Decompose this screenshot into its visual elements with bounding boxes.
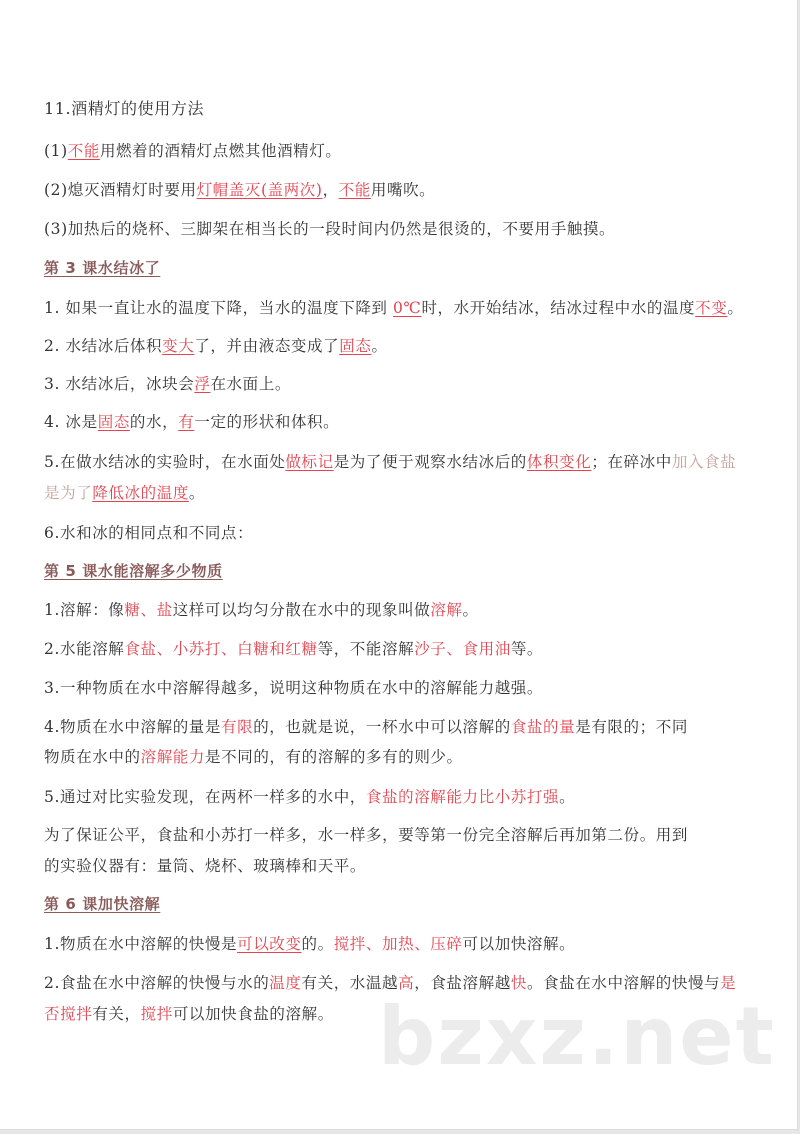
pale-span: 加入食盐	[671, 453, 737, 471]
paragraph	[44, 450, 736, 472]
paragraph	[44, 410, 339, 432]
paragraph	[44, 785, 575, 807]
highlight-span: 不变	[695, 299, 728, 317]
text-span: 。	[727, 299, 744, 317]
highlight-span: 否搅拌	[44, 1005, 93, 1023]
highlight-span: 食盐、小苏打、白糖和红糖	[124, 640, 318, 658]
highlight-span: 有	[178, 413, 195, 431]
text-span: 的。	[301, 935, 334, 953]
text-span: 。	[462, 601, 479, 619]
text-span: 。食盐在水中溶解的快慢与	[526, 974, 721, 992]
highlight-span: 温度	[269, 974, 302, 992]
highlight-span: 沙子、食用油	[414, 640, 511, 658]
lesson-heading: 第 6 课加快溶解	[44, 895, 161, 913]
paragraph	[44, 334, 388, 356]
text-span: 了，并由液态变成了	[194, 337, 340, 355]
text-span: 5.在做水结冰的实验时，在水面处	[44, 453, 286, 471]
text-span: 可以加快食盐的溶解。	[172, 1005, 334, 1023]
text-span: 是不同的，有的溶解的多有的则少。	[205, 748, 463, 766]
text-span: 等，不能溶解	[317, 640, 415, 658]
paragraph	[44, 715, 688, 737]
text-span: 为了保证公平，食盐和小苏打一样多，水一样多，要等第一份完全溶解后再加第二份。用到	[44, 826, 689, 844]
lesson-heading: 第 5 课水能溶解多少物质	[44, 562, 223, 580]
text-span: 可以加快溶解。	[462, 935, 576, 953]
text-span: 4.物质在水中溶解的量是	[44, 718, 221, 736]
highlight-span: 食盐的溶解能力比小苏打强	[365, 788, 560, 806]
highlight-span: 灯帽盖灭(盖两次)	[196, 181, 323, 199]
paragraph	[44, 598, 479, 620]
paragraph	[44, 178, 435, 200]
paragraph	[44, 372, 291, 394]
text-span: 2.食盐在水中溶解的快慢与水的	[44, 974, 270, 992]
text-span: 在水面上。	[210, 375, 291, 393]
highlight-span: 溶解	[430, 601, 463, 619]
text-span: 有关，水温越	[301, 974, 399, 992]
text-span: 6.水和冰的相同点和不同点：	[44, 524, 254, 542]
highlight-span: 糖、盐	[124, 601, 173, 619]
highlight-span: 快	[510, 974, 527, 992]
paragraph	[44, 745, 463, 767]
text-span: 3.一种物质在水中溶解得越多，说明这种物质在水中的溶解能力越强。	[44, 679, 543, 697]
text-span: 2. 水结冰后体积	[44, 337, 163, 355]
text-span: 4. 冰是	[44, 413, 98, 431]
paragraph	[44, 854, 366, 876]
text-span: 的实验仪器有：量筒、烧杯、玻璃棒和天平。	[44, 857, 367, 875]
paragraph	[44, 932, 575, 954]
text-span: ；在碎冰中	[591, 453, 672, 471]
text-span: (3)加热后的烧杯、三脚架在相当长的一段时间内仍然是很烫的，不要用手触摸。	[44, 220, 616, 238]
highlight-span: 浮	[194, 375, 211, 393]
highlight-span: 有限	[221, 718, 254, 736]
highlight-span: 固态	[97, 413, 130, 431]
highlight-span: 可以改变	[237, 935, 302, 953]
paragraph	[44, 637, 543, 659]
highlight-span: 做标记	[285, 453, 334, 471]
text-span: ，	[322, 181, 339, 199]
text-span: 的，也就是说，一杯水中可以溶解的	[253, 718, 511, 736]
highlight-span: 变大	[162, 337, 195, 355]
paragraph	[44, 521, 253, 543]
lesson-heading: 第 3 课水结冰了	[44, 259, 161, 277]
text-span: 1.物质在水中溶解的快慢是	[44, 935, 238, 953]
text-span: 物质在水中的	[44, 748, 141, 766]
highlight-span: 体积变化	[526, 453, 592, 471]
text-span: 的水，	[129, 413, 179, 431]
highlight-span: 固态	[339, 337, 372, 355]
text-span: 等。	[510, 640, 544, 658]
text-span: 一定的形状和体积。	[194, 413, 340, 431]
highlight-span: 不能	[67, 142, 100, 160]
text-span: 这样可以均匀分散在水中的现象叫做	[172, 601, 431, 619]
text-span: 有关，	[92, 1005, 141, 1023]
paragraph	[44, 481, 205, 503]
paragraph	[44, 139, 341, 161]
highlight-span: 溶解能力	[140, 748, 206, 766]
section-title: 11.酒精灯的使用方法	[44, 99, 205, 118]
paragraph	[44, 217, 615, 239]
highlight-span: 高	[398, 974, 415, 992]
highlight-span: 不能	[338, 181, 371, 199]
paragraph	[44, 296, 743, 318]
paragraph	[44, 1002, 334, 1024]
text-span: 。	[559, 788, 576, 806]
text-span: 是有限的；不同	[575, 718, 688, 736]
pale-span: 是为了	[44, 484, 93, 502]
text-span: (2)熄灭酒精灯时要用	[44, 181, 197, 199]
paragraph	[44, 676, 543, 698]
text-span: (1)	[44, 142, 68, 160]
highlight-span: 0℃	[393, 299, 422, 317]
text-span: 1.溶解：像	[44, 601, 125, 619]
text-span: 3. 水结冰后，冰块会	[44, 375, 195, 393]
paragraph	[44, 823, 688, 845]
text-span: 用嘴吹。	[370, 181, 436, 199]
text-span: ，食盐溶解越	[414, 974, 511, 992]
text-span: 是为了便于观察水结冰后的	[333, 453, 527, 471]
text-span: 1. 如果一直让水的温度下降，当水的温度下降到	[44, 299, 394, 317]
highlight-span: 降低冰的温度	[92, 484, 189, 502]
highlight-span: 是	[720, 974, 737, 992]
text-span: 5.通过对比实验发现，在两杯一样多的水中，	[44, 788, 366, 806]
highlight-span: 搅拌、加热、压碎	[333, 935, 463, 953]
highlight-span: 食盐的量	[510, 718, 576, 736]
text-span: 用燃着的酒精灯点燃其他酒精灯。	[99, 142, 342, 160]
text-span: 时，水开始结冰，结冰过程中水的温度	[421, 299, 696, 317]
text-span: 。	[188, 484, 206, 502]
text-span: 。	[371, 337, 388, 355]
highlight-span: 搅拌	[140, 1005, 173, 1023]
text-span: 2.水能溶解	[44, 640, 125, 658]
watermark: bzxz.net	[378, 990, 776, 1083]
